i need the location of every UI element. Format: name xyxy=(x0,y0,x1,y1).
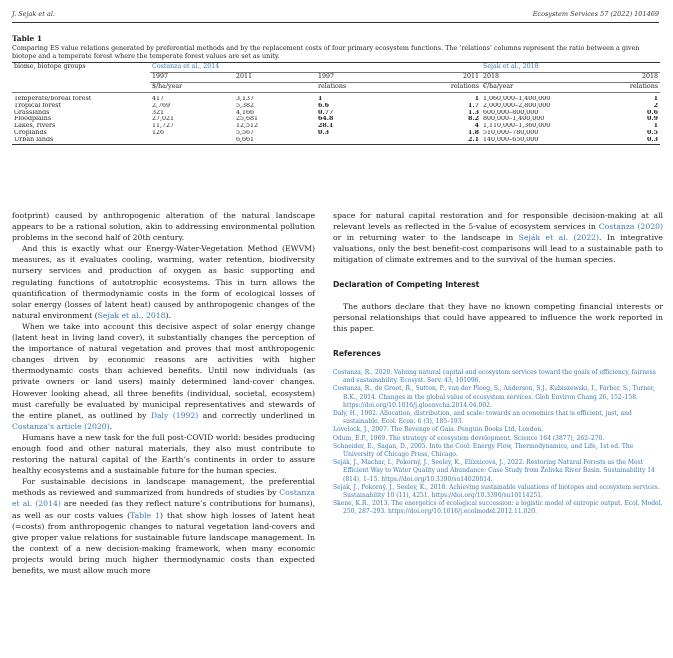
citation-link[interactable]: Seják et al. (2022) xyxy=(518,233,600,243)
table-cell-c1997: 11,727 xyxy=(152,123,175,130)
table-cell-s2018: 510,000–780,000 xyxy=(483,130,539,137)
table-cell-name: Lakes, rivers xyxy=(14,123,56,130)
table-cell-name: Croplands xyxy=(14,130,47,137)
col-header-costanza[interactable]: Costanza et al., 2014 xyxy=(150,63,481,73)
references-heading: References xyxy=(333,348,381,358)
reference-item xyxy=(333,369,663,385)
table-title: Table 1 xyxy=(12,34,42,43)
table-cell-s2018: 140,000–650,000 xyxy=(481,137,589,144)
reference-link[interactable]: Costanza, R., de Groot, R., Sutton, P., van der Ploeg, S., Anderson, S.J., Kubiszewski, I., Farber, S., Turner, R.K., 2014. Changes in the global value of ecosystem services. Glob Environ Chang 26, 152–158. https://doi.org/10.1016/j.gloenvcha.2014.04.002. xyxy=(333,385,655,409)
table-cell-c2011: 6,661 xyxy=(234,137,316,144)
reference-list xyxy=(333,369,663,517)
table-cell-s2018: 1,110,000–1,360,000 xyxy=(483,123,551,130)
table-row xyxy=(12,137,660,144)
table-body xyxy=(12,96,660,145)
table-cell-name: Tropical forest xyxy=(14,102,61,109)
table-cell-c1997: 126 xyxy=(152,130,165,137)
table-cell-r2011: 8.2 xyxy=(468,116,479,123)
table-row xyxy=(12,103,660,110)
paragraph: For sustainable decisions in landscape management, the preferential methods as reviewed and summarized from hundreds of studies by Costanza et al. (2014) are needed (as they reflect nature’s contributions for humans), as well as our costs values (Table 1) that show high losses of latent heat (=costs) from anthropogenic changes to natural vegetation land-covers and give proper value relations for sustainable future landscape management. In the context of a new decision-making framework, when many economic projects would bring much higher thermodynamic costs than expected benefits, we must allow much more xyxy=(12,477,316,575)
table-link[interactable]: Table 1 xyxy=(130,510,161,520)
year-c2011: 2011 xyxy=(234,72,316,82)
citation-link[interactable]: Costanza (2020) xyxy=(598,222,663,232)
table-cell-r1997 xyxy=(316,137,400,144)
reference-item xyxy=(333,484,663,500)
reference-link[interactable]: Seják, J., Machar, I., Pokorný, J., Seeley, K., Elíznicová, J., 2022. Restoring Natural Forests as the Most Efficient Way to Water Quality and Abundance: Case Study from Želivka River Basin. Sustainability 14 (814), 1–15. https://doi.org/10.3390/su14020814. xyxy=(333,459,655,483)
table-row xyxy=(12,116,660,123)
reference-link[interactable]: Skene, K.R., 2013. The energetics of ecological succession: a logistic model of entropic output. Ecol. Model. 250, 287–293. https://doi.org/10.1016/j.ecolmodel.2012.11.020. xyxy=(333,500,663,516)
table-cell-r1997: 64.8 xyxy=(318,116,334,123)
table-cell-name: Temperate/boreal forest xyxy=(14,95,92,102)
unit-relations-1997: relations xyxy=(316,82,400,92)
year-r2011: 2011 xyxy=(400,72,481,82)
reference-item xyxy=(333,410,663,426)
table-cell-c1997: 27,021 xyxy=(152,116,175,123)
table-cell-c2011: 12,512 xyxy=(236,123,259,130)
table-cell-sr2018: 1 xyxy=(653,95,658,102)
paragraph: space for natural capital restoration and for responsible decision-making at all relevant levels as reflected in the 5-value of ecosystem services in Costanza (2020) or in returning water to the landscape in Seják et al. (2022). In integrative valuations, only the best benefit-cost comparisons will lead to a sustainable path to mitigation of climate extremes and to the survival of the human species. xyxy=(333,211,663,265)
citation-link[interactable]: Costanza et al. (2014) xyxy=(12,488,315,509)
year-r1997: 1997 xyxy=(316,72,400,82)
reference-item xyxy=(333,500,663,516)
running-header-authors: J. Sejak et al. xyxy=(12,10,55,18)
table-row xyxy=(12,110,660,117)
reference-item xyxy=(333,443,663,459)
reference-item xyxy=(333,426,663,434)
table-cell-name: Floodplains xyxy=(14,116,52,123)
reference-link[interactable]: Lovelock, J., 2007. The Revenge of Gaia. Penguin Books Ltd, London. xyxy=(333,426,544,434)
table-cell-s2018: 800,000–1,400,000 xyxy=(483,116,545,123)
table-row xyxy=(12,130,660,137)
table-cell-name: Urban lands xyxy=(12,137,150,144)
table-cell-sr2018: 0.6 xyxy=(647,109,658,116)
header-rule xyxy=(12,22,659,23)
table-cell-c2011: 5,382 xyxy=(236,102,255,109)
running-header-journal: Ecosystem Services 57 (2022) 101469 xyxy=(532,10,659,18)
table-cell-r1997: 0.3 xyxy=(318,130,329,137)
year-sr2018: 2018 xyxy=(589,72,660,82)
col-header-biome: biome, biotope groups xyxy=(12,63,150,73)
col-header-sejak[interactable]: Sejak et al., 2018 xyxy=(481,63,660,73)
table-cell-c2011: 4,166 xyxy=(236,109,255,116)
citation-link[interactable]: Sejak et al., 2018 xyxy=(97,310,166,320)
table-cell-sr2018: 0.5 xyxy=(647,130,658,137)
table-cell-r1997: 6.6 xyxy=(318,102,329,109)
table-cell-c2011: 25,681 xyxy=(236,116,259,123)
paragraph: When we take into account this decisive aspect of solar energy change (latent heat in living land cover), it substantially changes the perception of the importance of natural vegetation and proves that most anthropogenic changes driven by economic reasons are activities with higher thermodynamic costs than achieved benefits. Until now individuals (as private owners or land users) mainly determined land-cover changes. However looking ahead, all three benefits (individual, societal, ecosystem) must carefully be evaluated by municipal representatives and stewards of the entire planet, as outlined by Daly (1992) and correctly underlined in Costanza’s article (2020). xyxy=(12,321,315,431)
table-cell-c1997: 321 xyxy=(152,109,165,116)
table-cell-sr2018: 0.3 xyxy=(589,137,660,144)
table-row xyxy=(12,123,660,130)
table-cell-r2011: 1.3 xyxy=(468,109,479,116)
table-cell-sr2018: 2 xyxy=(653,102,658,109)
reference-item xyxy=(333,435,663,443)
table-cell-c1997 xyxy=(150,137,234,144)
table-1 xyxy=(12,34,660,145)
competing-interest-text: The authors declare that they have no known competing financial interests or personal relationships that could have appeared to influence the work reported in this paper. xyxy=(333,301,663,333)
unit-usd: $/ha/year xyxy=(150,82,316,92)
table-cell-sr2018: 0.9 xyxy=(647,116,658,123)
table-cell-s2018: 2,000,000–2,800,000 xyxy=(483,102,551,109)
paragraph: footprint) caused by anthropogenic alteration of the natural landscape appears to be a rational solution, akin to addressing environmental pollution problems in the second half of 20th century. xyxy=(12,211,315,243)
value-relations-table xyxy=(12,62,660,145)
table-caption: Comparing ES value relations generated by preferential methods and by the replacement costs of four primary ecosystem functions. The ’relations’ columns represent the ratio between a given biotope and a temperate forest where the temperate forest values are set as unity. xyxy=(12,44,640,60)
table-cell-r1997: 0.77 xyxy=(318,109,334,116)
reference-link[interactable]: Costanza, R., 2020. Valuing natural capital and ecosystem services toward the goals of efficiency, fairness and sustainability. Ecosyst. Serv. 43, 101096. xyxy=(333,368,656,385)
table-row xyxy=(12,96,660,103)
competing-interest-heading: Declaration of Competing Interest xyxy=(333,280,480,290)
reference-item xyxy=(333,385,663,410)
paragraph: Humans have a new task for the full post-COVID world: besides producing enough food and other natural materials, they also must contribute to restoring the natural capital of the Earth’s continents in order to assure healthy ecosystems and a sustainable future for the human species. xyxy=(12,432,315,476)
reference-link[interactable]: Odum, E.P., 1969. The strategy of ecosystem development. Science 164 (3877), 262–270. xyxy=(333,434,605,442)
table-cell-c1997: 417 xyxy=(152,95,165,102)
table-cell-c2011: 3,137 xyxy=(236,95,255,102)
table-cell-r2011: 4 xyxy=(474,123,479,130)
unit-eur: €/ha/year xyxy=(481,82,589,92)
unit-relations-2018: relations xyxy=(589,82,660,92)
year-c1997: 1997 xyxy=(150,72,234,82)
table-cell-s2018: 600,000–800,000 xyxy=(483,109,539,116)
reference-link[interactable]: Daly, H., 1992. Allocation, distribution, and scale: towards an economics that is efficient, just, and sustainable. Ecol. Econ. 6 (3), 185–193. xyxy=(333,409,632,426)
year-s2018: 2018 xyxy=(481,72,589,82)
table-cell-r2011: 1 xyxy=(474,95,479,102)
reference-link[interactable]: Seják, J., Pokorný, J., Seeley, K., 2018. Achieving sustainable valuations of biotopes and ecosystem services. Sustainability 10 (11), 4251. https://doi.org/10.3390/su10114251. xyxy=(333,483,660,499)
table-cell-r1997: 28.1 xyxy=(318,123,334,130)
paragraph: And this is exactly what our Energy-Water-Vegetation Method (EWVM) measures, as it evaluates cooling, warming, water retention, biodiversity nursery services and production of oxygen as basic supporting and regulating functions of autotrophic ecosystems. This in turn allows the quantification of thermodynamic costs in the form of ecological losses of solar energy (losses of latent heat) caused by anthropogenic changes of the natural environment (Sejak et al., 2018). xyxy=(12,244,315,320)
table-cell-r2011: 1.7 xyxy=(468,102,479,109)
reference-link[interactable]: Schneider, E., Sagan, D., 2005. Into the Cool: Energy Flow, Thermodynamics, and Life, 1st ed. The University of Chicago Press, Chicago. xyxy=(333,442,634,458)
reference-item xyxy=(333,459,663,484)
table-cell-r2011: 2.1 xyxy=(400,137,481,144)
citation-link[interactable]: Costanza’s article (2020) xyxy=(12,421,110,431)
table-cell-s2018: 1,060,000–1,400,000 xyxy=(483,95,551,102)
unit-relations-2011: relations xyxy=(400,82,481,92)
table-cell-sr2018: 1 xyxy=(653,123,658,130)
table-cell-r1997: 1 xyxy=(318,95,323,102)
table-cell-r2011: 1.8 xyxy=(468,130,479,137)
table-cell-name: Grasslands xyxy=(14,109,50,116)
right-column xyxy=(333,210,663,517)
table-cell-c1997: 2,769 xyxy=(152,102,171,109)
citation-link[interactable]: Daly (1992) xyxy=(150,410,199,420)
left-column xyxy=(12,210,315,576)
table-cell-c2011: 5,567 xyxy=(236,130,255,137)
